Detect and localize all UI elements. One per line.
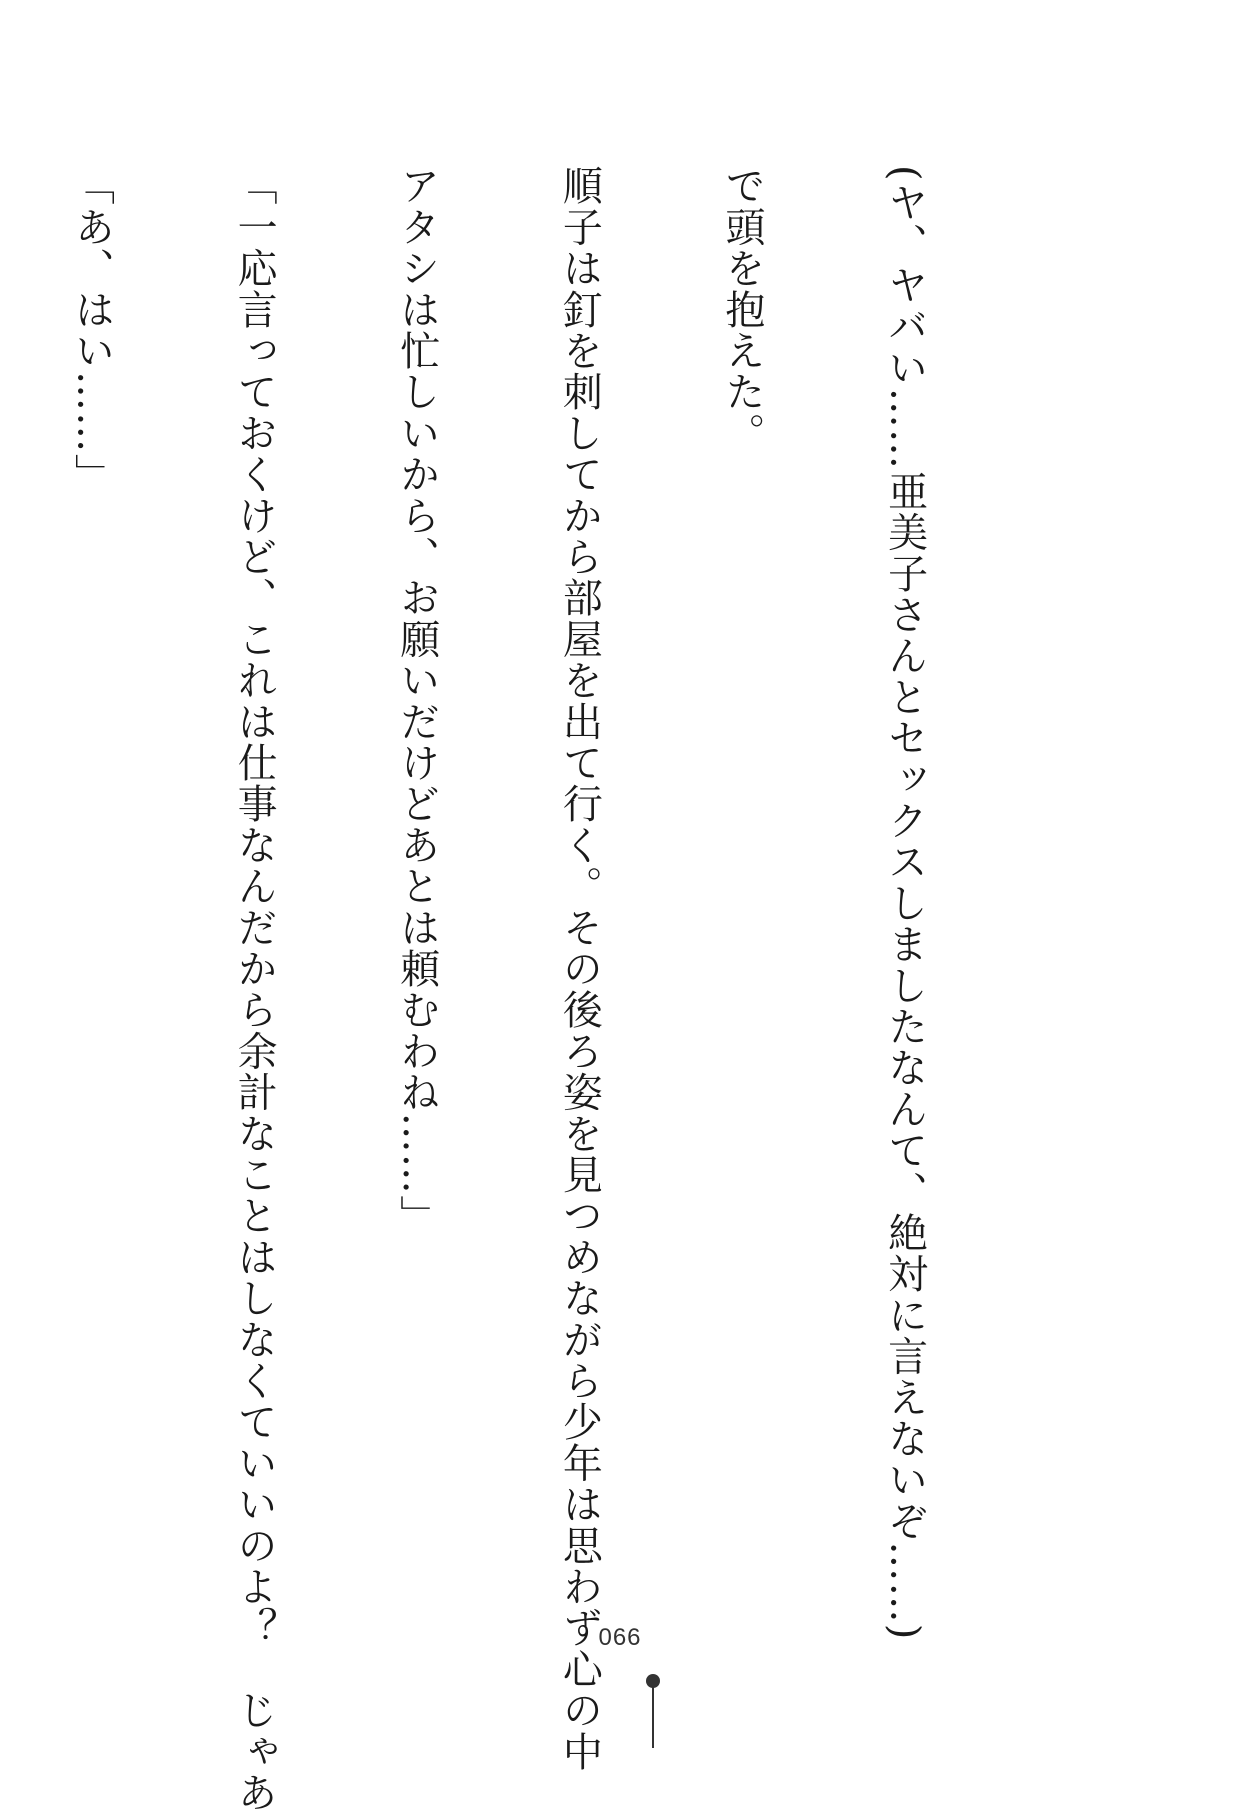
text-line: (ヤ、ヤバい……亜美子さんとセックスしましたなんて、絶対に言えないぞ……) xyxy=(881,165,928,1641)
text-line: 順子は釘を刺してから部屋を出て行く。その後ろ姿を見つめながら少年は思わず心の中 xyxy=(556,165,603,1772)
text-line: 「あ、はい……」 xyxy=(68,165,115,495)
page-number: 066 xyxy=(598,1624,642,1651)
text-line: で頭を抱えた。 xyxy=(718,165,765,454)
page-marker xyxy=(646,1674,660,1748)
text-line: 「一応言っておくけど、これは仕事なんだから余計なことはしなくていいのよ？ じゃあ xyxy=(231,165,278,1813)
page-marker-line xyxy=(652,1684,654,1748)
text-line: アタシは忙しいから、お願いだけどあとは頼むわね……」 xyxy=(393,165,440,1237)
